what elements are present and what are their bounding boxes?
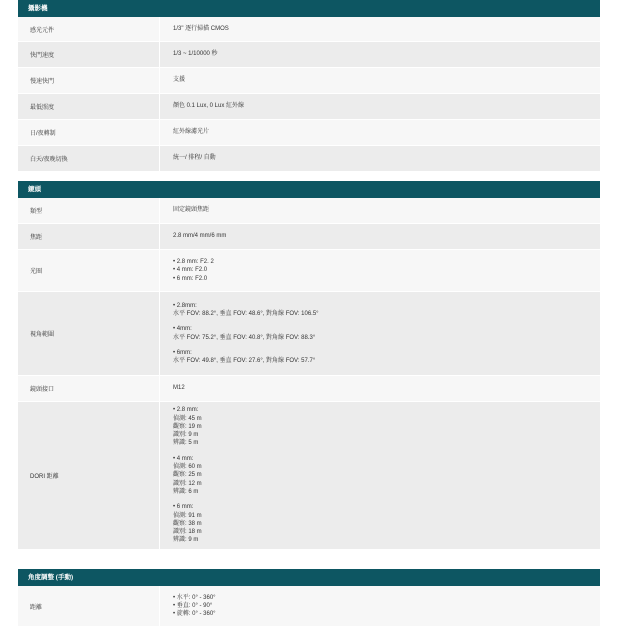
- spec-value: [160, 376, 600, 401]
- line-gap: [173, 448, 600, 455]
- spec-value: [160, 17, 600, 41]
- spec-value: [160, 402, 600, 549]
- spec-label: 快門速度: [18, 42, 160, 67]
- spec-value-line: 支援: [173, 77, 186, 84]
- spec-value-line: 水平 FOV: 49.8°, 垂直 FOV: 27.6°, 對角線 FOV: 57.7°: [173, 358, 316, 365]
- spec-value-line: • 2.8 mm:: [173, 407, 199, 414]
- spec-value-line: 偵測: 91 m: [173, 512, 202, 519]
- spec-value: [160, 250, 600, 291]
- spec-row: [18, 292, 600, 376]
- spec-value: [160, 198, 600, 223]
- section-camera: [18, 0, 600, 172]
- spec-label: 鏡頭接口: [18, 376, 160, 401]
- spec-label: 視角範圍: [18, 292, 160, 375]
- spec-row: [18, 250, 600, 292]
- spec-value-line: 1/3 ~ 1/10000 秒: [173, 51, 218, 58]
- line-gap: [173, 342, 600, 349]
- spec-value-line: 1/3" 逐行掃描 CMOS: [173, 25, 229, 32]
- section-angle-adjustment: [18, 569, 600, 627]
- spec-value: [160, 224, 600, 249]
- spec-label: 最低照度: [18, 94, 160, 119]
- line-gap: [173, 496, 600, 503]
- spec-row: [18, 42, 600, 68]
- spec-row: [18, 146, 600, 172]
- spec-value-line: • 垂直: 0° - 90°: [173, 602, 213, 609]
- spec-label: 日/夜轉制: [18, 120, 160, 145]
- spec-value: [160, 42, 600, 67]
- spec-label: 焦距: [18, 224, 160, 249]
- section-header: 角度調整 (手動): [18, 569, 600, 586]
- line-gap: [173, 318, 600, 325]
- spec-value-line: 紅外線濾光片: [173, 129, 210, 136]
- spec-row: [18, 17, 600, 42]
- spec-row: [18, 94, 600, 120]
- spec-value: [160, 586, 600, 626]
- spec-row: [18, 376, 600, 402]
- spec-value: [160, 120, 600, 145]
- spec-label: 類型: [18, 198, 160, 223]
- spec-value: [160, 292, 600, 375]
- spec-label: 光圈: [18, 250, 160, 291]
- spec-value-line: • 6 mm: F2.0: [173, 275, 208, 282]
- spec-value-line: • 6mm:: [173, 349, 192, 356]
- spec-row: [18, 120, 600, 146]
- spec-row: [18, 198, 600, 224]
- spec-value-line: 辨識: 6 m: [173, 488, 199, 495]
- spec-value-line: 固定鏡頭焦距: [173, 207, 210, 214]
- spec-value: [160, 146, 600, 171]
- spec-value-line: 觀察: 25 m: [173, 472, 202, 479]
- spec-value-line: 辨識: 5 m: [173, 440, 199, 447]
- spec-value-line: 觀察: 38 m: [173, 520, 202, 527]
- spec-row: [18, 586, 600, 627]
- spec-value-line: • 4mm:: [173, 326, 192, 333]
- spec-value-line: • 水平: 0° - 360°: [173, 594, 216, 601]
- spec-value-line: 識別: 9 m: [173, 432, 199, 439]
- spec-value-line: • 2.8 mm: F2. 2: [173, 259, 214, 266]
- spec-value-line: M12: [173, 385, 185, 392]
- spec-label: 白天/夜晚切換: [18, 146, 160, 171]
- spec-label: DORI 距離: [18, 402, 160, 549]
- spec-label: 距離: [18, 586, 160, 626]
- spec-value-line: 水平 FOV: 88.2°, 垂直 FOV: 48.6°, 對角線 FOV: 106.5°: [173, 310, 319, 317]
- spec-label: 感光元件: [18, 17, 160, 41]
- spec-value-line: 識別: 18 m: [173, 529, 202, 536]
- spec-value-line: 識別: 12 m: [173, 480, 202, 487]
- spec-value-line: • 2.8mm:: [173, 302, 197, 309]
- spec-value-line: 觀察: 19 m: [173, 423, 202, 430]
- spec-value-line: 顏色 0.1 Lux, 0 Lux 紅外線: [173, 103, 245, 110]
- spec-row: [18, 68, 600, 94]
- spec-value-line: 偵測: 45 m: [173, 415, 202, 422]
- spec-value-line: • 4 mm:: [173, 455, 194, 462]
- spec-value-line: • 4 mm: F2.0: [173, 267, 208, 274]
- section-header: 鏡頭: [18, 181, 600, 198]
- spec-value-line: 偵測: 60 m: [173, 464, 202, 471]
- spec-value: [160, 68, 600, 93]
- section-lens: [18, 181, 600, 550]
- spec-value: [160, 94, 600, 119]
- spec-value-line: 統一/ 排程/ 自動: [173, 155, 216, 162]
- spec-value-line: 2.8 mm/4 mm/6 mm: [173, 233, 227, 240]
- section-header: 攝影機: [18, 0, 600, 17]
- spec-value-line: • 旋轉: 0° - 360°: [173, 611, 216, 618]
- spec-value-line: • 6 mm:: [173, 504, 194, 511]
- spec-row: [18, 224, 600, 250]
- spec-value-line: 水平 FOV: 75.2°, 垂直 FOV: 40.8°, 對角線 FOV: 88.3°: [173, 334, 316, 341]
- spec-label: 慢速快門: [18, 68, 160, 93]
- spec-value-line: 辨識: 9 m: [173, 537, 199, 544]
- spec-row: [18, 402, 600, 550]
